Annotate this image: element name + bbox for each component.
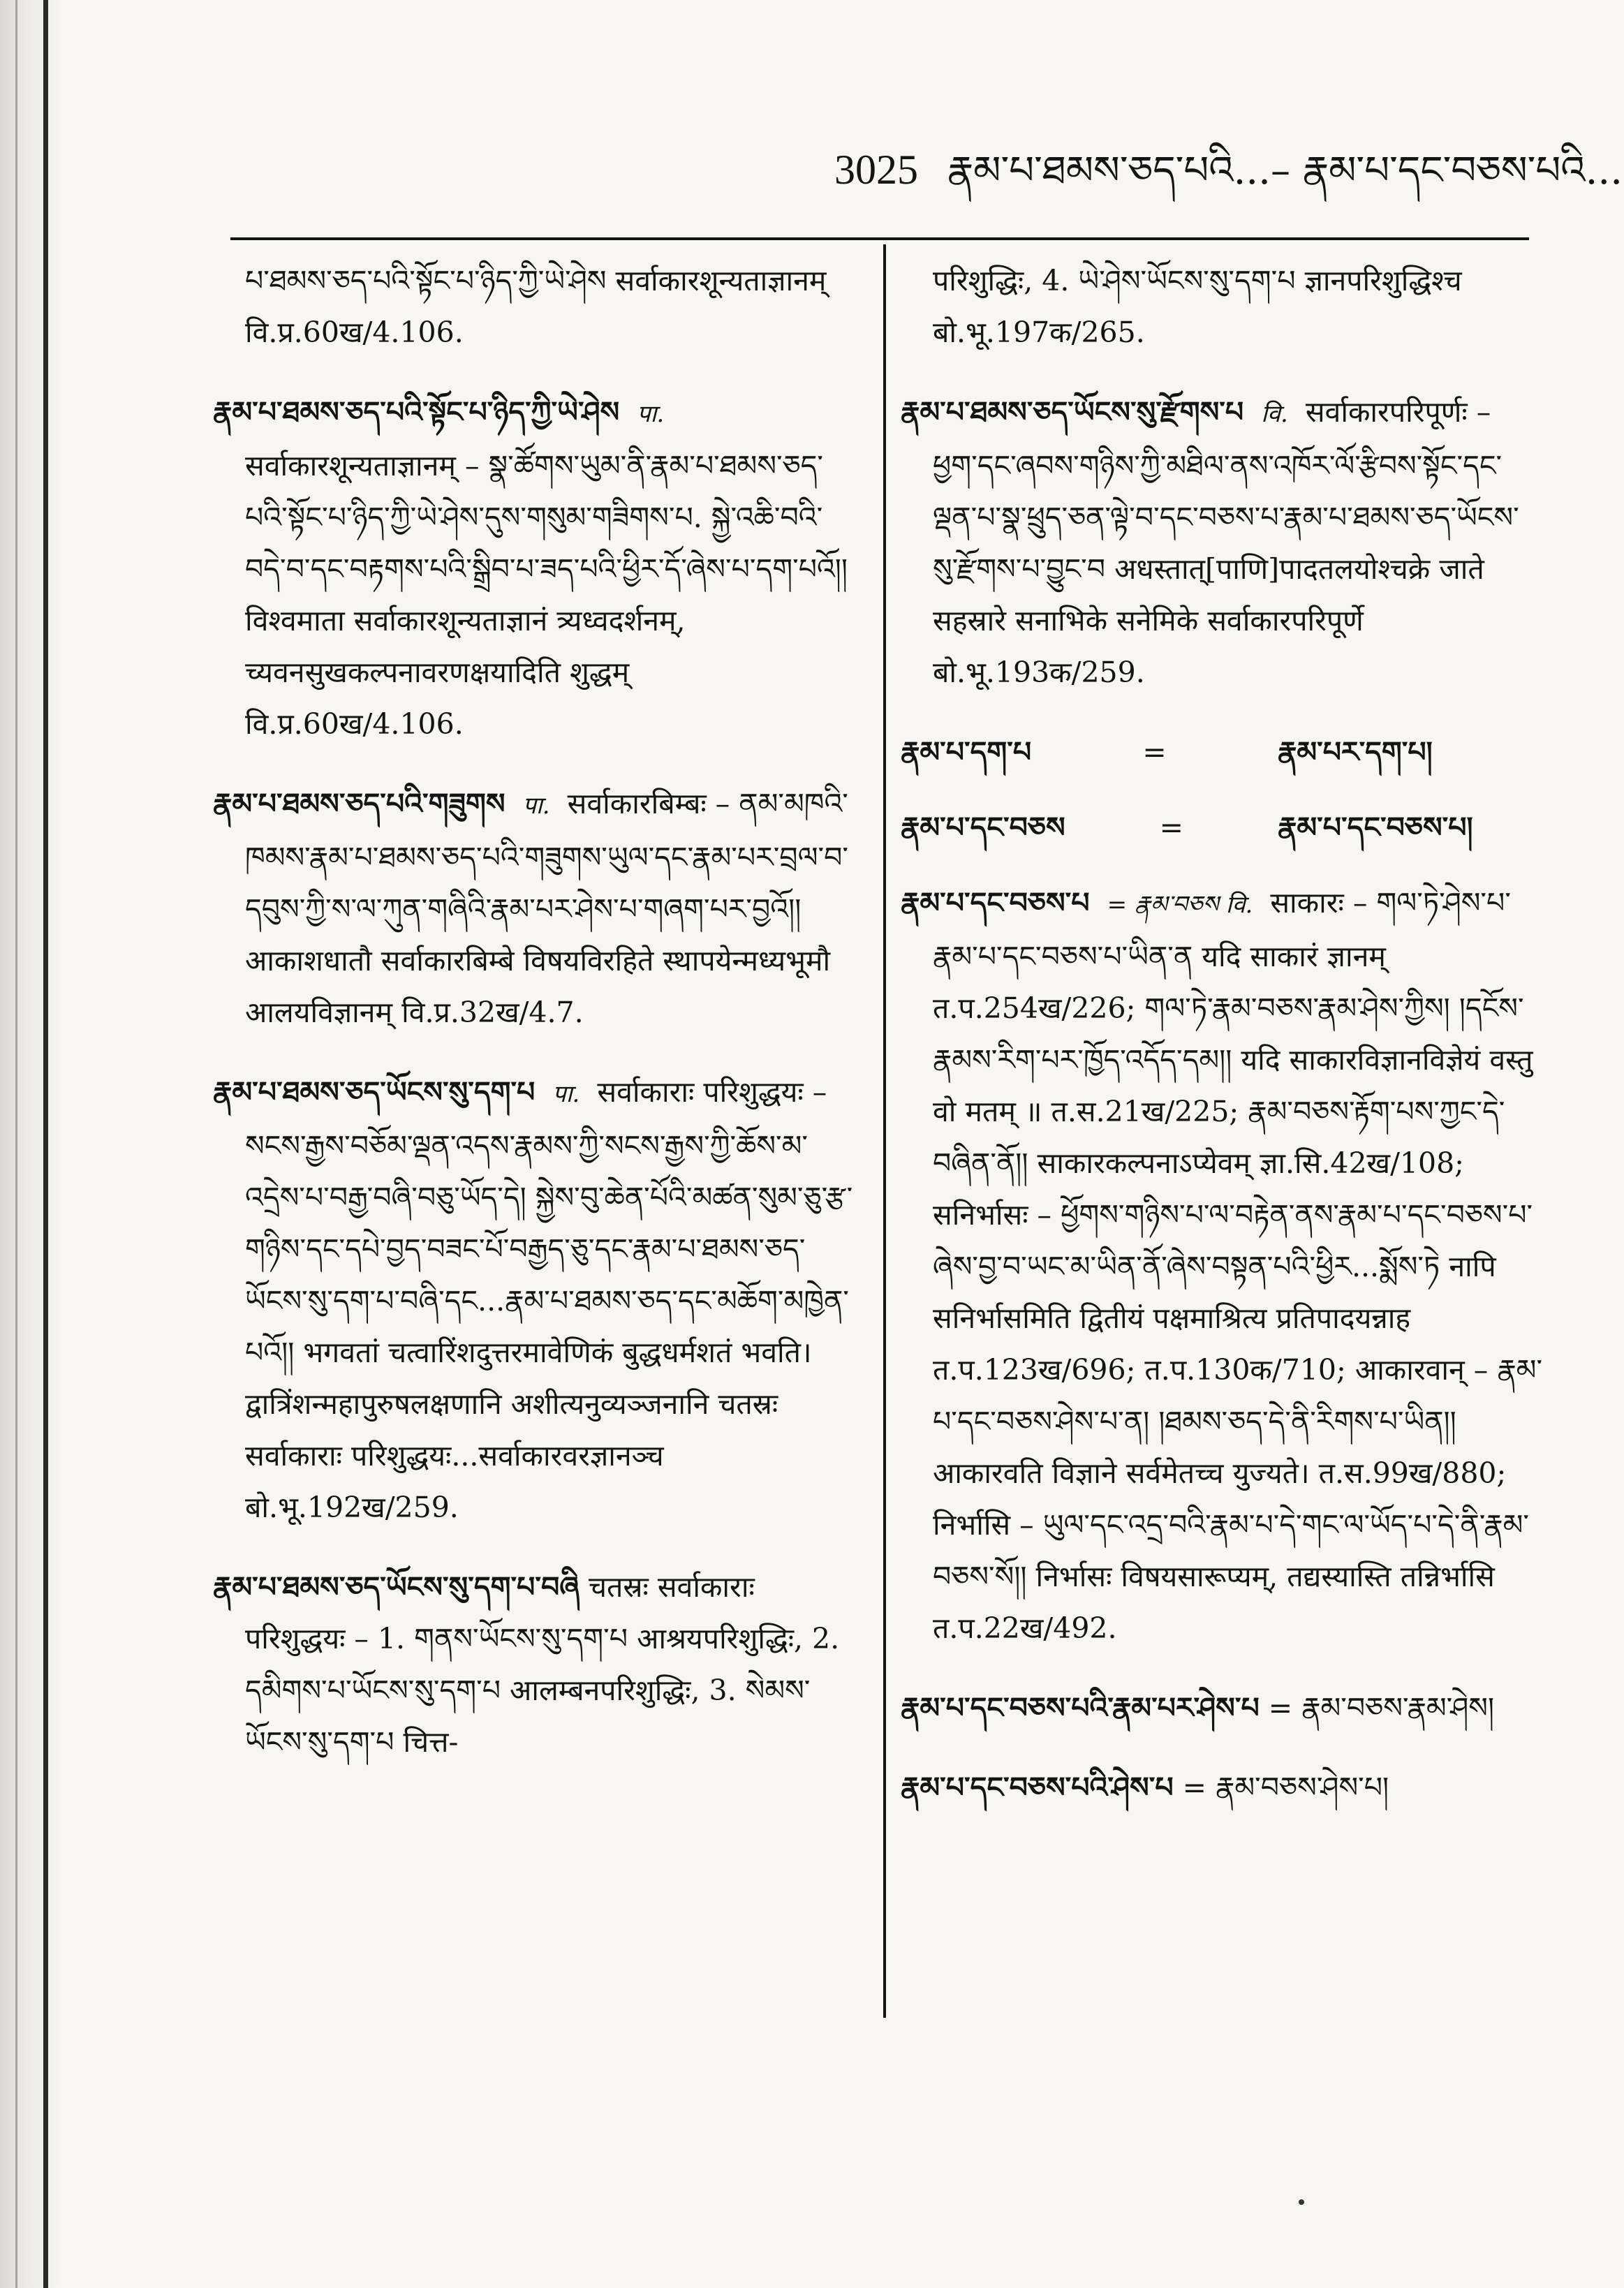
page-header	[834, 138, 1623, 201]
dictionary-entry	[901, 877, 1543, 1654]
entry-text: པ་ཐམས་ཅད་པའི་སྟོང་པ་ཉིད་ཀྱི་ཡེ་ཤེས सर्वाकारशून्यताज्ञानम् वि.प्र.60ख/4.106.	[245, 264, 827, 349]
dictionary-entry	[213, 778, 855, 1038]
entry-text: साकारः – གལ་ཏེ་ཤེས་པ་རྣམ་པ་དང་བཅས་པ་ཡིན་ན यदि साकारं ज्ञानम् त.प.254ख/226; གལ་ཏེ་རྣམ་བཅས་རྣམ་ཤེས་ཀྱིས། །དངོས་རྣམས་རིག་པར་ཁྱོད་འདོད་དམ།། यदि साकारविज्ञानविज्ञेयं वस्तु वो मतम् ॥ त.स.21ख/225; རྣམ་བཅས་རྟོག་པས་ཀྱང་དེ་བཞིན་ནོ།། साकारकल्पनाऽप्येवम् ज्ञा.सि.42ख/108; सनिर्भासः – ཕྱོགས་གཉིས་པ་ལ་བརྟེན་ནས་རྣམ་པ་དང་བཅས་པ་ཞེས་བྱ་བ་ཡང་མ་ཡིན་ནོ་ཞེས་བསྟན་པའི་ཕྱིར...སྨོས་ཏེ नापि सनिर्भासमिति द्वितीयं पक्षमाश्रित्य प्रतिपादयन्नाह त.प.123ख/696; त.प.130क/710; आकारवान् – རྣམ་པ་དང་བཅས་ཤེས་པ་ན། །ཐམས་ཅད་དེ་ནི་རིགས་པ་ཡིན།། आकारवति विज्ञाने सर्वमेतच्च युज्यते। त.स.99ख/880; निर्भासि – ཡུལ་དང་འདྲ་བའི་རྣམ་པ་དེ་གང་ལ་ཡོད་པ་དེ་ནི་རྣམ་བཅས་སོ།། निर्भासः विषयसारूप्यम्, तद्यस्यास्ति तन्निर्भासि त.प.22ख/492.	[933, 886, 1543, 1645]
entry-text: = རྣམ་བཅས་རྣམ་ཤེས།	[1268, 1691, 1495, 1725]
dictionary-entry	[213, 1066, 855, 1533]
running-headwords: རྣམ་པ་ཐམས་ཅད་པའི...– རྣམ་པ་དང་བཅས་པའི...	[947, 148, 1623, 193]
dictionary-entry	[213, 255, 855, 358]
entry-headword: རྣམ་པ་ཐམས་ཅད་པའི་གཟུགས	[213, 787, 505, 820]
grammar-label: पा.	[637, 400, 665, 428]
entry-headword: རྣམ་པ་དང་བཅས་པ	[901, 886, 1090, 920]
cross-reference-target: རྣམ་པ་དང་བཅས་པ།	[1277, 811, 1473, 844]
entry-headword: རྣམ་པ་དང་བཅས་པའི་ཤེས་པ	[901, 1771, 1174, 1804]
entry-headword: རྣམ་པ་དང་བཅས	[901, 811, 1065, 844]
entry-text: सर्वाकारबिम्बः – ནམ་མཁའི་ཁམས་རྣམ་པ་ཐམས་ཅད་པའི་གཟུགས་ཡུལ་དང་རྣམ་པར་བྲལ་བ་དབུས་ཀྱི་ས་ལ་ཀུན་གཞིའི་རྣམ་པར་ཤེས་པ་གཞག་པར་བྱའོ།། आकाशधातौ सर्वाकारबिम्बे विषयविरहिते स्थापयेन्मध्यभूमौ आलयविज्ञानम् वि.प्र.32ख/4.7.	[245, 787, 849, 1029]
cross-reference-entry	[901, 802, 1543, 853]
column-divider	[883, 244, 886, 2018]
equals-sign: =	[1159, 811, 1183, 844]
cross-reference-entry	[901, 726, 1543, 778]
grammar-label: वि.	[1261, 400, 1288, 428]
entry-text: = རྣམ་བཅས་ཤེས་པ།	[1182, 1771, 1389, 1804]
entry-text: सर्वाकारशून्यताज्ञानम् – སྣ་ཚོགས་ཡུམ་ནི་རྣམ་པ་ཐམས་ཅད་པའི་སྟོང་པ་ཉིད་ཀྱི་ཡེ་ཤེས་དུས་གསུམ་གཟིགས་པ. སྐྱེ་འཆི་བའི་བདེ་བ་དང་བརྟགས་པའི་སྒྲིབ་པ་ཟད་པའི་ཕྱིར་དོ་ཞེས་པ་དག་པའོ།། विश्वमाता सर्वाकारशून्यताज्ञानं त्र्यध्वदर्शनम्, च्यवनसुखकल्पनावरणक्षयादिति शुद्धम् वि.प्र.60ख/4.106.	[245, 449, 848, 741]
equals-sign: =	[1142, 735, 1167, 769]
entry-text: सर्वाकारपरिपूर्णः – ཕྱག་དང་ཞབས་གཉིས་ཀྱི་མཐིལ་ནས་འཁོར་ལོ་རྩིབས་སྟོང་དང་ལྡན་པ་སྣ་ཕྲུད་ཅན་ལྟེ་བ་དང་བཅས་པ་རྣམ་པ་ཐམས་ཅད་ཡོངས་སུ་རྫོགས་པ་བྱུང་བ अधस्तात्[पाणि]पादतलयोश्चक्रे जाते सहस्रारे सनाभिके सनेमिके सर्वाकारपरिपूर्णे बो.भू.193क/259.	[933, 395, 1519, 689]
print-speck	[1299, 2199, 1304, 2205]
right-column	[901, 255, 1543, 2028]
dictionary-entry	[901, 386, 1543, 698]
left-column	[213, 255, 855, 2028]
cross-reference-target: རྣམ་པར་དག་པ།	[1278, 735, 1433, 769]
entry-text: सर्वाकाराः परिशुद्धयः – སངས་རྒྱས་བཅོམ་ལྡན་འདས་རྣམས་ཀྱི་སངས་རྒྱས་ཀྱི་ཆོས་མ་འདྲེས་པ་བརྒྱ་བཞི་བཅུ་ཡོད་དེ། སྐྱེས་བུ་ཆེན་པོའི་མཚན་སུམ་ཅུ་རྩ་གཉིས་དང་དཔེ་བྱད་བཟང་པོ་བརྒྱད་ཅུ་དང་རྣམ་པ་ཐམས་ཅད་ཡོངས་སུ་དག་པ་བཞི་དང...རྣམ་པ་ཐམས་ཅད་དང་མཆོག་མཁྱེན་པའོ།། भगवतां चत्वारिंशदुत्तरमावेणिकं बुद्धधर्मशतं भवति। द्वात्रिंशन्महापुरुषलक्षणानि अशीत्यनुव्यञ्जनानि चतस्रः सर्वाकाराः परिशुद्धयः...सर्वाकारवरज्ञानञ्च बो.भू.192ख/259.	[245, 1075, 853, 1524]
dictionary-entry	[901, 1762, 1543, 1813]
binding-shadow	[0, 0, 63, 2288]
entry-headword: རྣམ་པ་དག་པ	[901, 735, 1032, 769]
dictionary-entry	[901, 1682, 1543, 1734]
dictionary-entry	[213, 386, 855, 750]
entry-headword: རྣམ་པ་ཐམས་ཅད་ཡོངས་སུ་རྫོགས་པ	[901, 395, 1244, 429]
entry-headword: རྣམ་པ་དང་བཅས་པའི་རྣམ་པར་ཤེས་པ	[901, 1691, 1260, 1725]
entry-text: परिशुद्धिः, 4. ཡེ་ཤེས་ཡོངས་སུ་དག་པ ज्ञानपरिशुद्धिश्च बो.भू.197क/265.	[933, 264, 1462, 349]
header-rule	[230, 237, 1529, 240]
entry-headword: རྣམ་པ་ཐམས་ཅད་ཡོངས་སུ་དག་པ	[213, 1075, 536, 1109]
dictionary-entry	[213, 1561, 855, 1768]
grammar-label: = རྣམ་བཅས वि.	[1107, 891, 1253, 919]
binding-edge-line	[43, 0, 48, 2288]
grammar-label: पा.	[552, 1080, 580, 1108]
page-number: 3025	[834, 147, 918, 193]
binding-thread	[15, 0, 17, 2288]
entry-text: चतस्रः सर्वाकाराः परिशुद्धयः – 1. གནས་ཡོངས་སུ་དག་པ आश्रयपरिशुद्धिः, 2. དམིགས་པ་ཡོངས་སུ་དག་པ आलम्बनपरिशुद्धिः, 3. སེམས་ཡོངས་སུ་དག་པ चित्त-	[245, 1570, 840, 1759]
entry-headword: རྣམ་པ་ཐམས་ཅད་པའི་སྟོང་པ་ཉིད་ཀྱི་ཡེ་ཤེས	[213, 395, 620, 429]
dictionary-entry	[901, 255, 1543, 358]
entry-headword: རྣམ་པ་ཐམས་ཅད་ཡོངས་སུ་དག་པ་བཞི	[213, 1570, 580, 1604]
grammar-label: पा.	[522, 792, 550, 820]
